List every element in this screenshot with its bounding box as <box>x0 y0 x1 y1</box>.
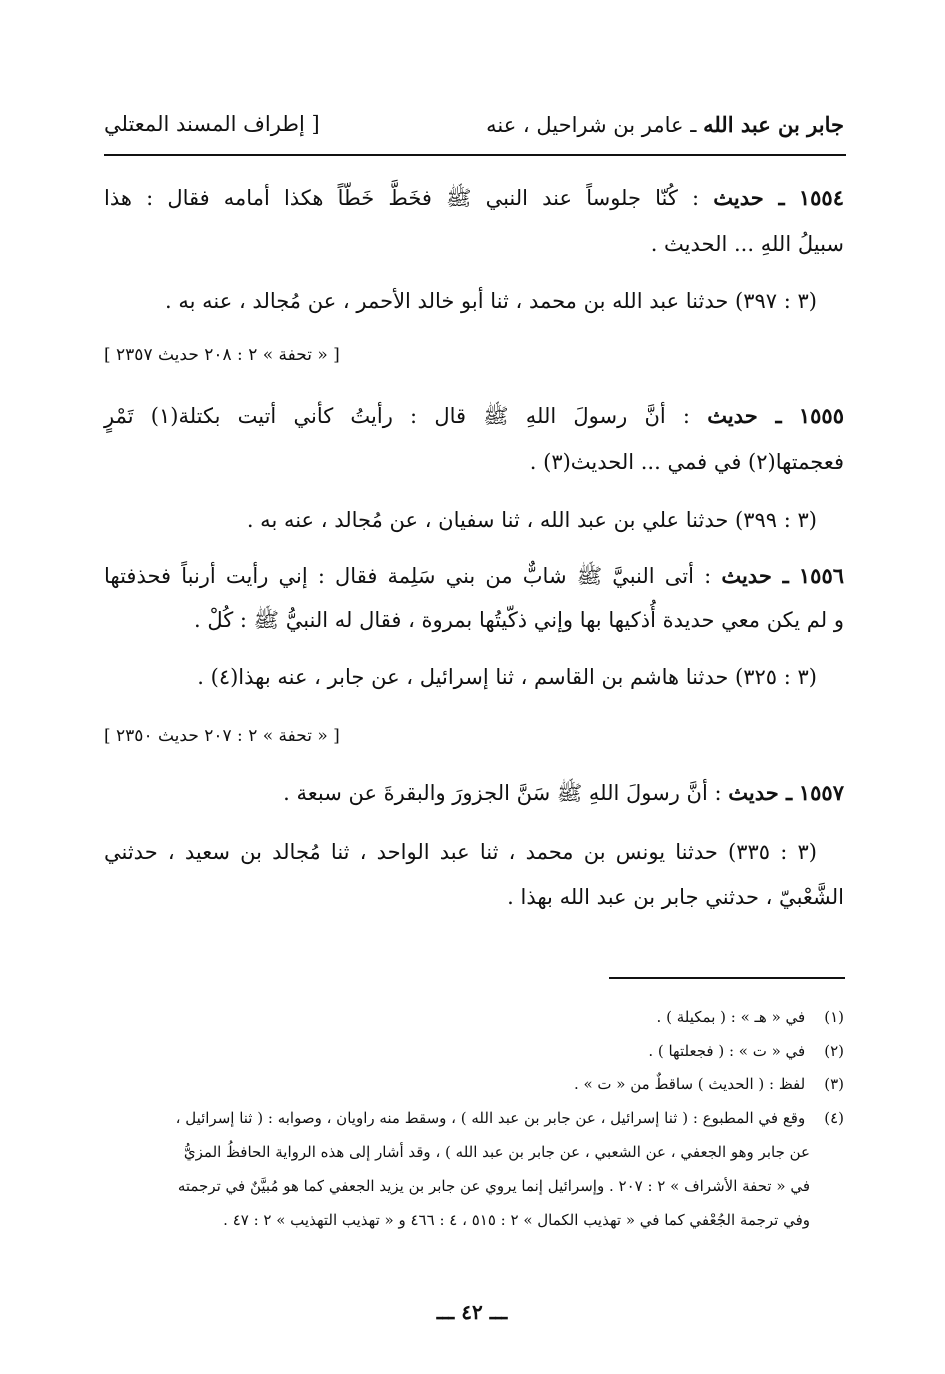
hadith-1557-source-line-1: (٣ : ٣٣٥) حدثنا يونس بن محمد ، ثنا عبد الواحد ، ثنا مُجالد بن سعيد ، حدثني <box>104 840 817 864</box>
footnote-text: وفي ترجمة الجُعْفي كما في « تهذيب الكمال » ٢ : ٥١٥ ، ٤ : ٤٦٦ و « تهذيب التهذيب » ٢ : ٤٧ . <box>223 1211 810 1229</box>
hadith-1556-line-2: و لم يكن معي حديدة أُذكيها بها وإني ذكّيتُها بمروة ، فقال له النبيُّ ﷺ : كُلْ . <box>193 608 844 632</box>
hadith-1556-line-1 <box>104 561 844 591</box>
hadith-label: ـ حديث <box>713 185 785 210</box>
footnote-number: (١) <box>824 1008 844 1026</box>
running-header <box>104 112 844 148</box>
footnote-4-line-2 <box>184 1141 810 1163</box>
footnote-text: لفظ : ( الحديث ) ساقطٌ من « ت » . <box>573 1075 806 1093</box>
hadith-number: ١٥٥٥ <box>798 403 844 428</box>
hadith-text: : كُنّا جلوساً عند النبي ﷺ فخَطَّ خَطّاً هكذا أمامه فقال : هذا <box>104 186 700 210</box>
hadith-1557-line-1 <box>283 778 844 808</box>
page-number: ـــ ٤٢ ـــ <box>436 1300 508 1324</box>
footnote-number: (٢) <box>824 1042 844 1060</box>
footnote-3 <box>574 1073 844 1095</box>
header-chapter <box>486 112 844 137</box>
footnote-4-line-1 <box>104 1107 844 1129</box>
hadith-1554-reference <box>104 340 340 370</box>
footnote-text: في « تحفة الأشراف » ٢ : ٢٠٧ . وإسرائيل إنما يروي عن جابر بن يزيد الجعفي كما هو مُبيَّنٌ في ترجمته <box>177 1177 810 1195</box>
hadith-1554-line-2: سبيلُ اللهِ ... الحديث . <box>650 232 844 256</box>
hadith-label: ـ حديث <box>721 563 789 588</box>
hadith-text: : أنَّ رسولَ اللهِ ﷺ قال : رأيتُ كأني أتيت بكتلة(١) تَمْرٍ <box>104 404 690 428</box>
header-book-title: [ إطراف المسند المعتلي <box>104 112 320 136</box>
hadith-text: : أنَّ رسولَ اللهِ ﷺ سَنَّ الجزورَ والبقرةَ عن سبعة . <box>283 781 722 805</box>
footnote-number: (٣) <box>824 1075 844 1093</box>
hadith-1554-line-1 <box>104 183 844 213</box>
reference-text: [ « تحفة » ٢ : ٢٠٨ حديث ٢٣٥٧ ] <box>104 345 340 365</box>
footnote-4-line-4 <box>223 1209 810 1231</box>
footnote-divider <box>609 977 845 979</box>
hadith-number: ١٥٥٦ <box>798 563 845 588</box>
hadith-1555-source: (٣ : ٣٩٩) حدثنا علي بن عبد الله ، ثنا سفيان ، عن مُجالد ، عنه به . <box>246 508 817 532</box>
reference-text: [ « تحفة » ٢ : ٢٠٧ حديث ٢٣٥٠ ] <box>104 726 340 746</box>
hadith-1556-reference <box>104 721 340 751</box>
header-chain: ـ عامر بن شراحيل ، عنه <box>486 113 697 137</box>
hadith-number: ١٥٥٧ <box>798 780 844 805</box>
hadith-text: : أتى النبيَّ ﷺ شابٌّ من بني سَلِمة فقال : إني رأيت أرنباً فحذفتها <box>104 564 712 588</box>
footnote-text: في « هـ » : ( بمكيلة ) . <box>656 1008 806 1026</box>
hadith-label: ـ حديث <box>728 780 793 805</box>
footnote-4-line-3 <box>178 1175 810 1197</box>
hadith-label: ـ حديث <box>707 403 782 428</box>
hadith-1556-source: (٣ : ٣٢٥) حدثنا هاشم بن القاسم ، ثنا إسرائيل ، عن جابر ، عنه بهذا(٤) . <box>197 665 817 689</box>
footnote-1 <box>657 1006 844 1028</box>
header-companion-name: جابر بن عبد الله <box>703 112 844 137</box>
footnote-number: (٤) <box>824 1109 844 1127</box>
footnote-text: في « ت » : ( فجعلتها ) . <box>648 1042 806 1060</box>
footnote-text: وقع في المطبوع : ( ثنا إسرائيل ، عن جابر بن عبد الله ) ، وسقط منه راويان ، وصوابه : ( ثنا إسرائيل ، <box>175 1109 806 1127</box>
hadith-1555-line-1 <box>104 401 844 431</box>
header-divider <box>104 154 846 156</box>
hadith-1554-source: (٣ : ٣٩٧) حدثنا عبد الله بن محمد ، ثنا أبو خالد الأحمر ، عن مُجالد ، عنه به . <box>165 289 817 313</box>
footnote-text: عن جابر وهو الجعفي ، عن الشعبي ، عن جابر بن عبد الله ) ، وقد أشار إلى هذه الرواية الحافظُ المزيُّ <box>183 1143 810 1161</box>
hadith-1557-source-line-2: الشَّعْبيّ ، حدثني جابر بن عبد الله بهذا . <box>507 885 844 909</box>
footnote-2 <box>648 1040 844 1062</box>
hadith-number: ١٥٥٤ <box>798 185 844 210</box>
hadith-1555-line-2: فعجمتها(٢) في فمي ... الحديث(٣) . <box>529 450 844 474</box>
